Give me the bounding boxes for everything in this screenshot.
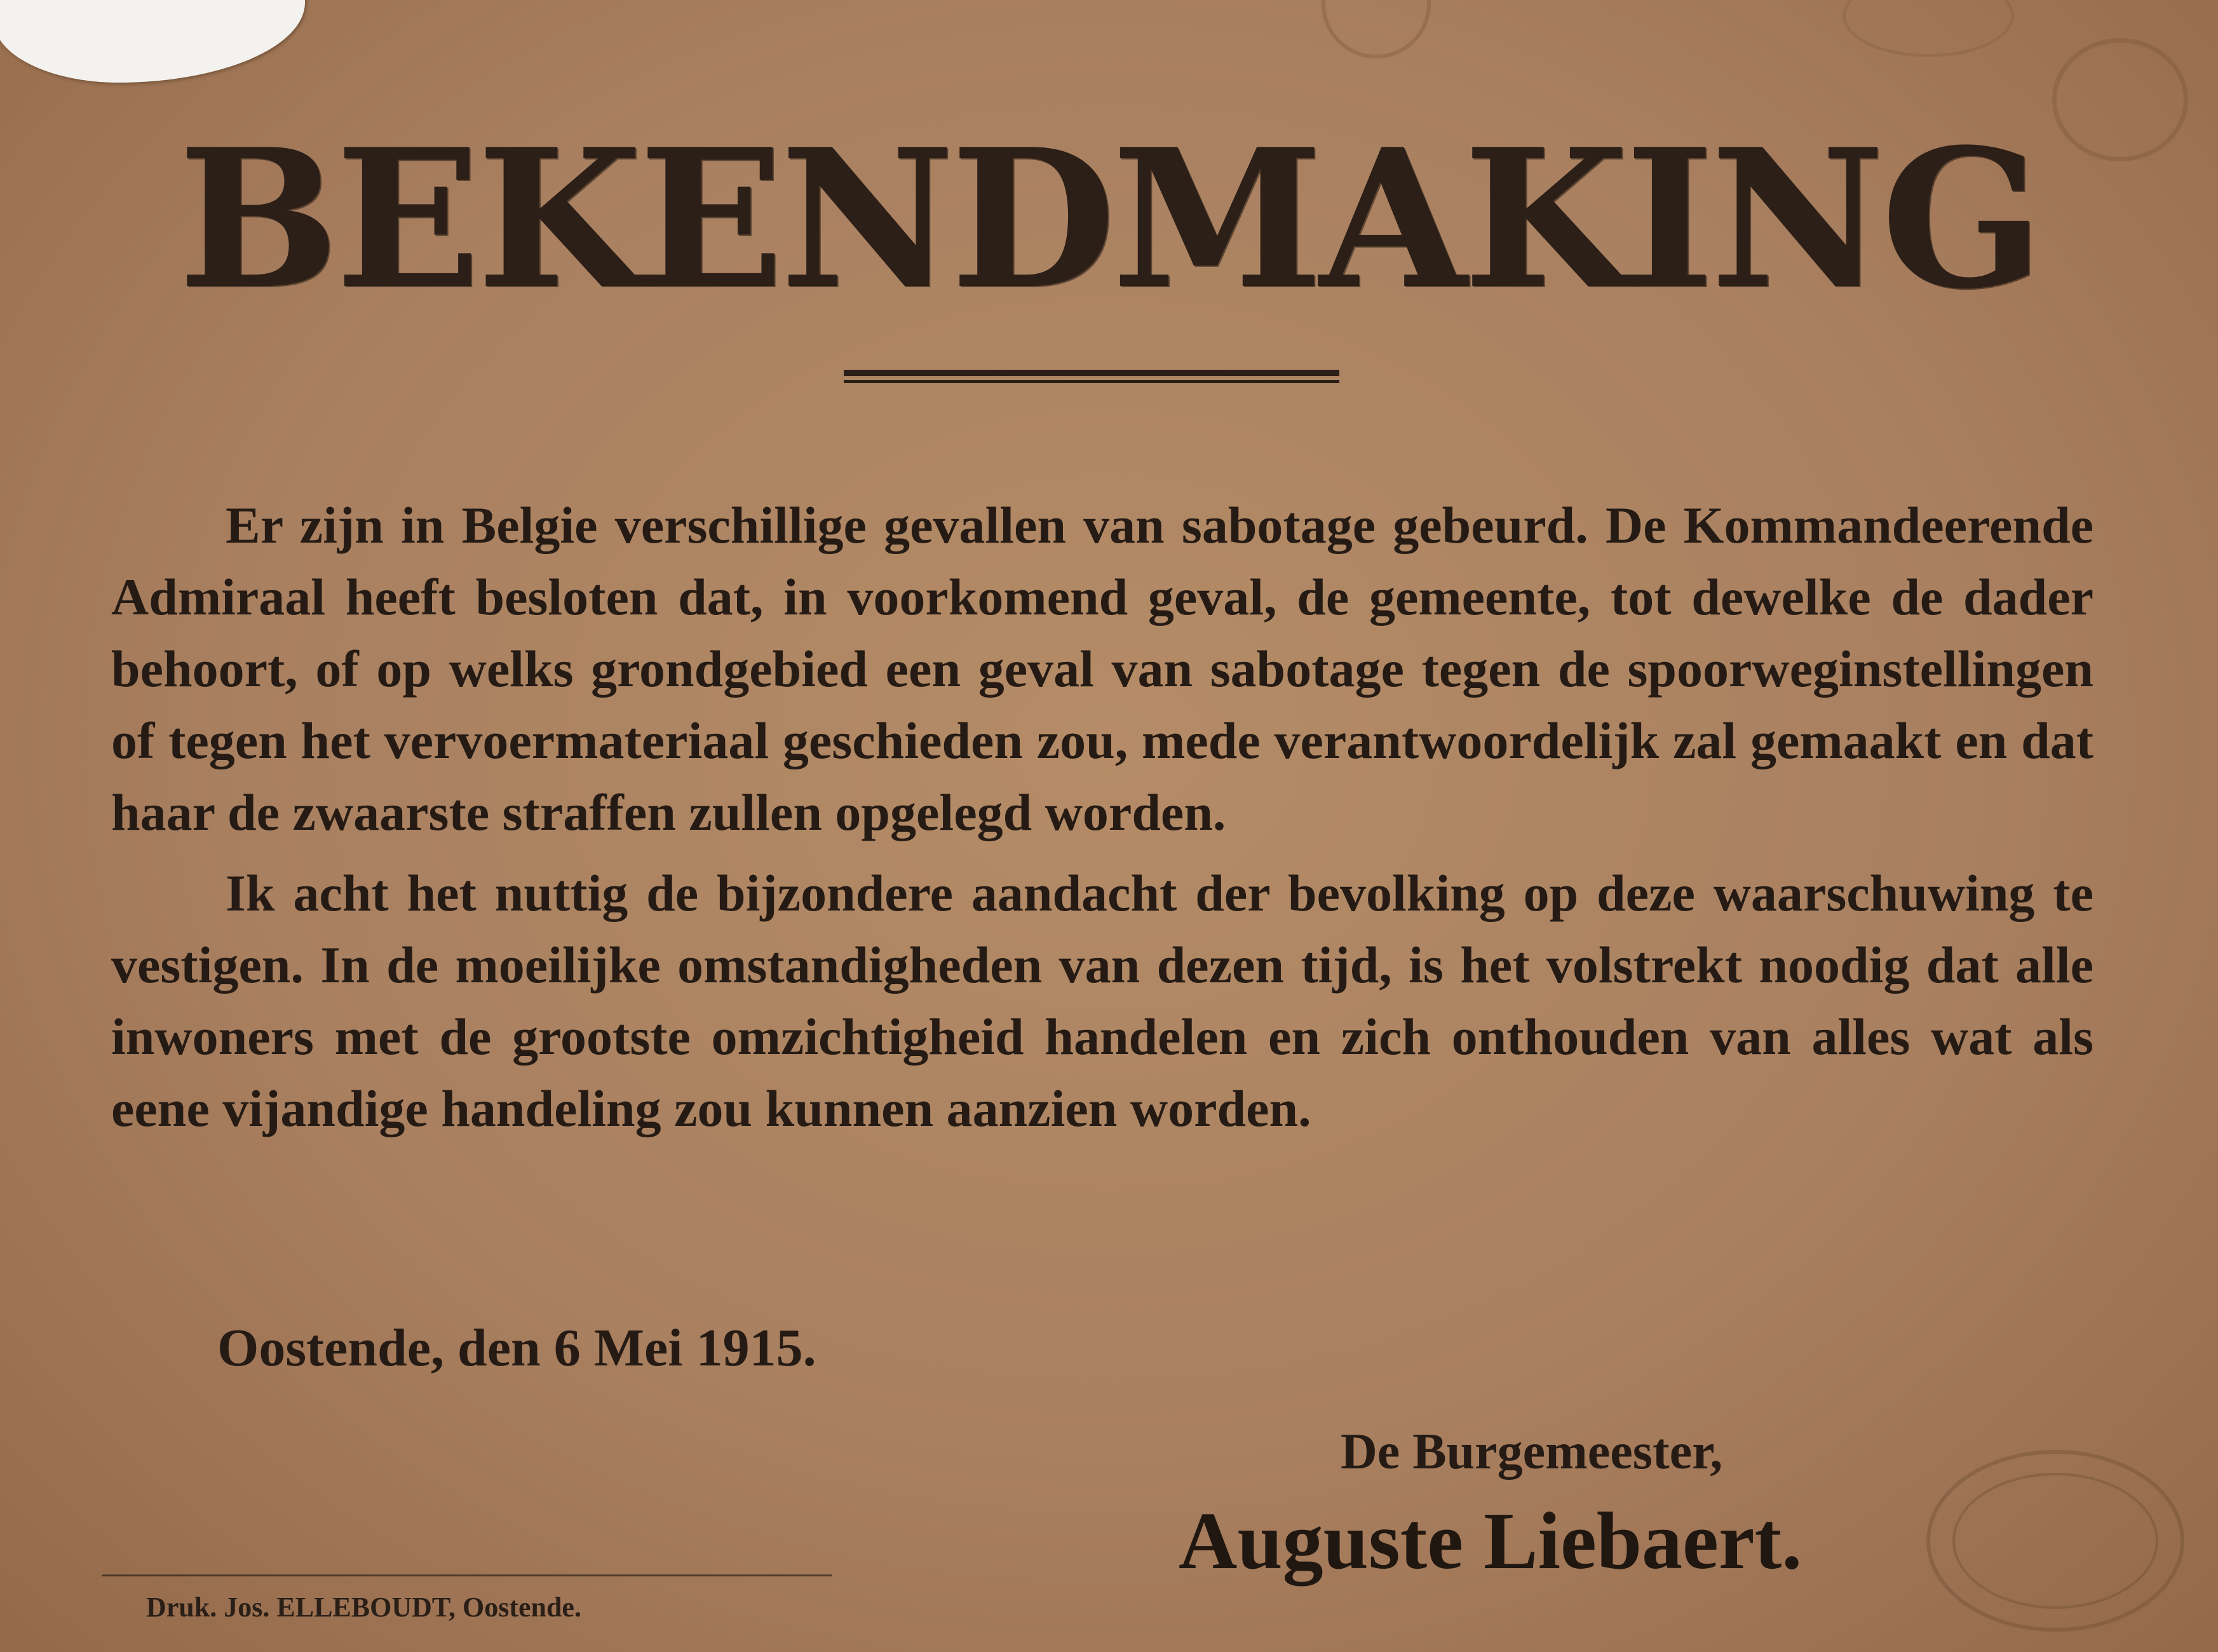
printer-credit: Druk. Jos. ELLEBOUDT, Oostende.	[146, 1592, 581, 1623]
printer-rule	[102, 1574, 832, 1576]
paragraph-1: Er zijn in Belgie verschillige gevallen van sabotage gebeurd. De Kommandeerende Admiraal heeft besloten dat, in voorkomend geval, de gemeente, tot dewelke de dader behoort, of op welks grondgebied een geval van sabotage tegen de spoorweginstellingen of tegen het vervoermateriaal geschieden zou, mede verantwoordelijk zal gemaakt en dat haar de zwaarste straffen zullen opgelegd worden.	[111, 496, 2093, 841]
dateline: Oostende, den 6 Mei 1915.	[217, 1318, 816, 1378]
poster-title: BEKENDMAKING	[178, 107, 2040, 331]
signature-title: De Burgemeester,	[1341, 1424, 1723, 1480]
torn-corner	[0, 0, 305, 83]
faded-stamp	[1897, 1420, 2195, 1642]
water-stain	[1843, 0, 2014, 57]
title-rule-thin	[844, 380, 1339, 383]
title-rule	[844, 370, 1339, 376]
signature-name: Auguste Liebaert.	[1179, 1496, 1802, 1586]
water-stain	[1322, 0, 1431, 58]
paragraph-2: Ik acht het nuttig de bijzondere aandacht der bevolking op deze waarschuwing te vestigen. In de moeilijke omstandigheden van dezen tijd, is het volstrekt noodig dat alle inwoners met de grootste omzichtigheid handelen en zich onthouden van alles wat als eene vijandige handeling zou kunnen aanzien worden.	[111, 864, 2093, 1137]
announcement-body	[111, 489, 2093, 1153]
